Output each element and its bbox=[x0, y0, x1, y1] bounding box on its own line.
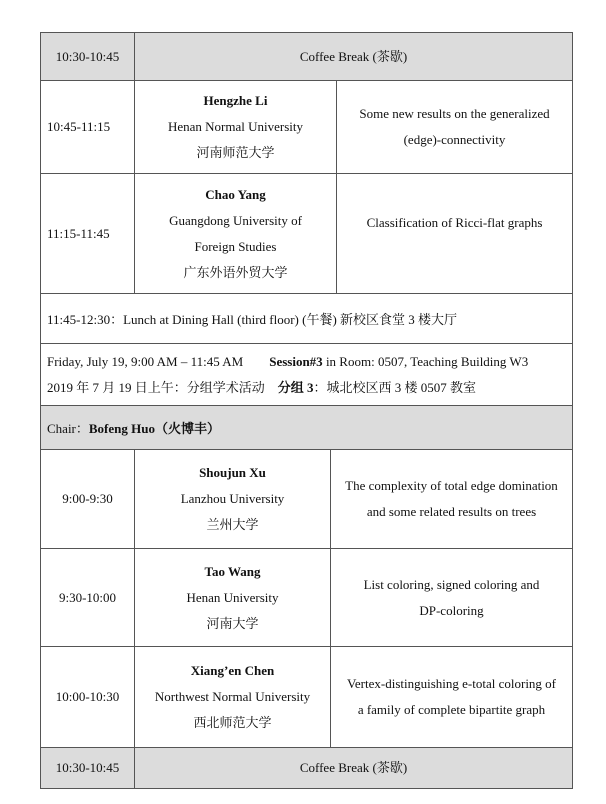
speaker-name: Tao Wang bbox=[204, 563, 261, 579]
talk-row-yang bbox=[40, 173, 573, 293]
time-cell bbox=[41, 33, 134, 80]
chair-row bbox=[40, 405, 573, 449]
talk-title-line: a family of complete bipartite graph bbox=[357, 702, 546, 717]
break-label-cell bbox=[134, 33, 572, 80]
talk-time: 9:00-9:30 bbox=[62, 491, 113, 506]
chair-name: Bofeng Huo（火博丰） bbox=[88, 421, 220, 436]
session-date-cn: 2019 年 7 月 19 日上午：分组学术活动 bbox=[47, 380, 265, 395]
time-cell bbox=[41, 748, 134, 788]
title-cell bbox=[330, 549, 572, 646]
session-info bbox=[47, 349, 566, 401]
lunch-text: 11:45-12:30：Lunch at Dining Hall (third floor) (午餐) 新校区食堂 3 楼大厅 bbox=[47, 312, 458, 327]
talk-time: 10:45-11:15 bbox=[47, 119, 111, 134]
break-time: 10:30-10:45 bbox=[55, 48, 120, 64]
talk-row-xu bbox=[40, 449, 573, 548]
coffee-break-row bbox=[40, 32, 573, 80]
talk-row-wang bbox=[40, 548, 573, 646]
session-line-en bbox=[47, 349, 566, 375]
talk-row-li bbox=[40, 80, 573, 173]
coffee-break-row bbox=[40, 747, 573, 789]
time-cell bbox=[41, 647, 134, 747]
speaker-affiliation: Lanzhou University bbox=[180, 491, 285, 506]
talk-title-line: Vertex-distinguishing e-total coloring of bbox=[346, 676, 557, 691]
speaker-affiliation: Northwest Normal University bbox=[154, 689, 311, 704]
speaker-affiliation-cn: 河南大学 bbox=[206, 615, 259, 631]
speaker-cell bbox=[134, 81, 336, 173]
session-date: Friday, July 19, 9:00 AM – 11:45 AM bbox=[47, 354, 244, 369]
talk-time: 10:00-10:30 bbox=[55, 689, 120, 704]
speaker-affiliation: Henan Normal University bbox=[167, 119, 304, 134]
speaker-name: Xiang’en Chen bbox=[190, 663, 275, 678]
speaker-name: Hengzhe Li bbox=[203, 93, 268, 108]
speaker-affiliation: Guangdong University of bbox=[169, 212, 302, 228]
talk-title-line: (edge)-connectivity bbox=[403, 132, 506, 147]
speaker-name: Shoujun Xu bbox=[199, 465, 266, 480]
break-time: 10:30-10:45 bbox=[55, 760, 120, 775]
title-cell bbox=[330, 450, 572, 548]
speaker-affiliation-cn: 河南师范大学 bbox=[196, 145, 275, 160]
lunch-row bbox=[40, 293, 573, 343]
talk-time: 9:30-10:00 bbox=[58, 589, 117, 605]
session-number-cn: 分组 3 bbox=[277, 380, 314, 395]
session-line-cn bbox=[47, 375, 566, 401]
session-room: in Room: 0507, Teaching Building W3 bbox=[322, 354, 529, 369]
break-label: Coffee Break (茶歇) bbox=[299, 760, 408, 775]
speaker-cell bbox=[134, 647, 330, 747]
time-cell bbox=[41, 549, 134, 646]
break-label-cell bbox=[134, 748, 572, 788]
talk-title-line: Classification of Ricci-flat graphs bbox=[366, 215, 543, 230]
talk-title-line: List coloring, signed coloring and bbox=[363, 576, 540, 592]
session-room-cn: ：城北校区西 3 楼 0507 教室 bbox=[313, 380, 477, 395]
speaker-affiliation-cn: 广东外语外贸大学 bbox=[183, 264, 288, 280]
speaker-name: Chao Yang bbox=[205, 186, 266, 202]
session-number: Session#3 bbox=[269, 354, 323, 369]
speaker-affiliation-cn: 西北师范大学 bbox=[193, 715, 272, 730]
speaker-cell bbox=[134, 450, 330, 548]
speaker-affiliation: Henan University bbox=[186, 589, 279, 605]
break-label: Coffee Break (茶歇) bbox=[299, 48, 408, 64]
talk-row-chen bbox=[40, 646, 573, 747]
time-cell bbox=[41, 81, 134, 173]
talk-time: 11:15-11:45 bbox=[47, 225, 110, 241]
talk-title-line: Some new results on the generalized bbox=[359, 106, 550, 121]
chair-text bbox=[47, 406, 566, 449]
talk-title-line: The complexity of total edge domination bbox=[345, 478, 558, 493]
time-cell bbox=[41, 450, 134, 548]
speaker-cell bbox=[134, 174, 336, 293]
chair-prefix: Chair： bbox=[47, 421, 89, 436]
speaker-affiliation-cn: 兰州大学 bbox=[206, 517, 259, 532]
talk-title-line: and some related results on trees bbox=[366, 504, 537, 519]
speaker-cell bbox=[134, 549, 330, 646]
title-cell bbox=[336, 174, 572, 293]
title-cell bbox=[336, 81, 572, 173]
time-cell bbox=[41, 174, 134, 293]
speaker-affiliation: Foreign Studies bbox=[194, 238, 277, 254]
session-row bbox=[40, 343, 573, 405]
talk-title-line: DP-coloring bbox=[419, 602, 484, 618]
title-cell bbox=[330, 647, 572, 747]
